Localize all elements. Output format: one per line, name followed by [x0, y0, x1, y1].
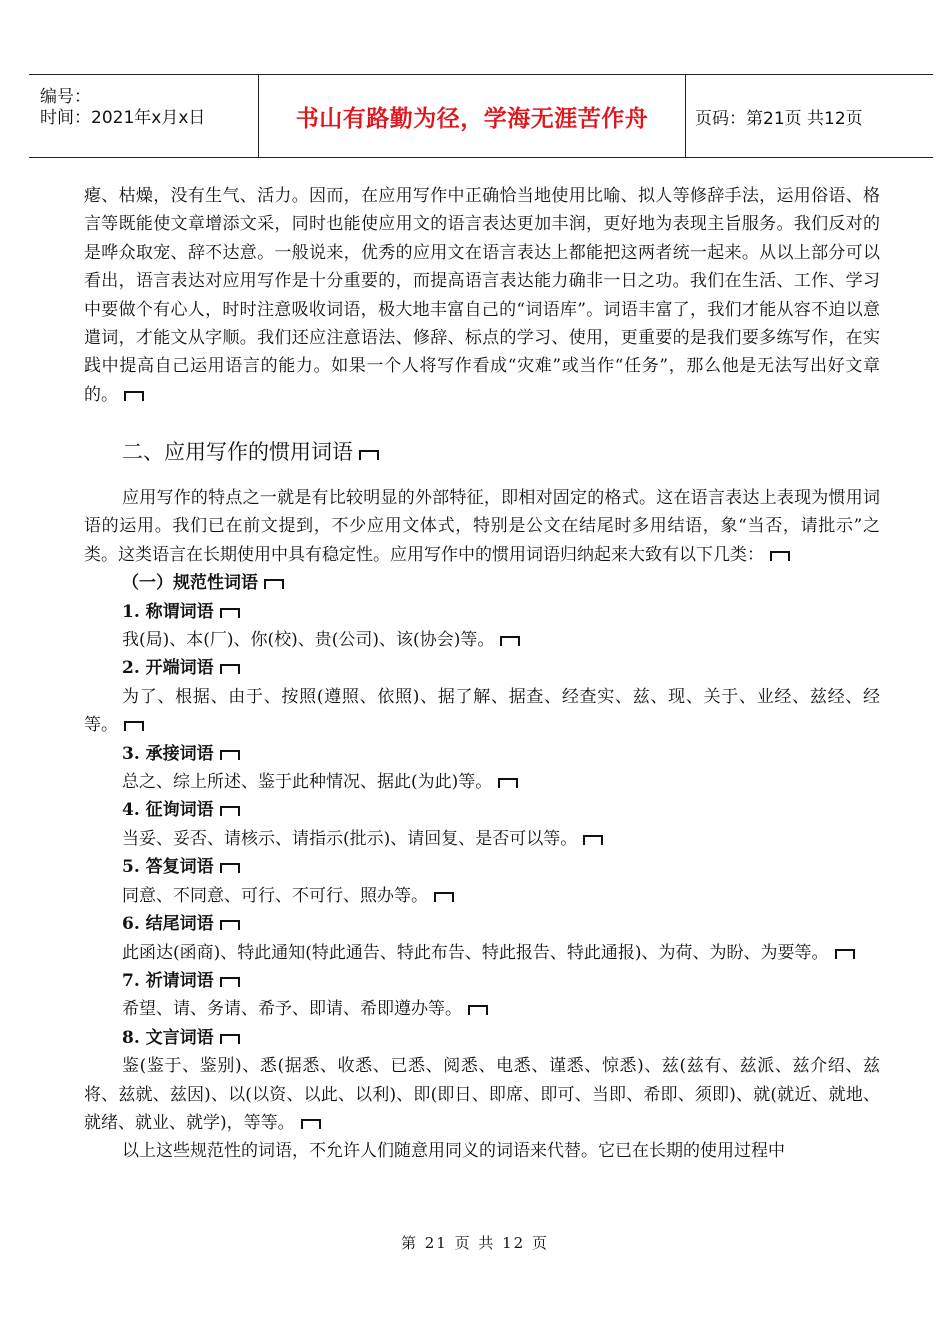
paragraph-mark-icon — [434, 892, 454, 902]
item-text: 希望、请、务请、希予、即请、希即遵办等。 — [84, 995, 880, 1023]
paragraph-mark-icon — [498, 778, 518, 788]
item-text: 鉴(鉴于、鉴别)、悉(据悉、收悉、已悉、阅悉、电悉、谨悉、惊悉)、兹(兹有、兹派、兹介绍、兹将、兹就、兹因)、以(以资、以此、以利)、即(即日、即席、即可、当即、希即、须即)、就(就近、就地、就绪、就业、就学)，等等。 — [84, 1056, 880, 1133]
item-title: 4. 征询词语 — [84, 796, 880, 824]
paragraph-mark-icon — [301, 1119, 321, 1129]
main-body — [84, 484, 880, 1166]
paragraph-mark-icon — [220, 750, 240, 760]
page-footer: 第 21 页 共 12 页 — [400, 1234, 549, 1252]
top-paragraph-block — [84, 182, 880, 409]
item-title: 2. 开端词语 — [84, 654, 880, 682]
item-title: 1. 称谓词语 — [84, 598, 880, 626]
document-number-label: 编号： — [40, 87, 91, 107]
closing-paragraph: 以上这些规范性的词语，不允许人们随意用同义的词语来代替。它已在长期的使用过程中 — [122, 1141, 785, 1162]
paragraph-mark-icon — [124, 721, 144, 731]
paragraph-mark-icon — [220, 664, 240, 674]
subsection-title: （一）规范性词语 — [84, 569, 880, 597]
paragraph-mark-icon — [264, 579, 284, 589]
item-title: 7. 祈请词语 — [84, 967, 880, 995]
item-text: 同意、不同意、可行、不可行、照办等。 — [84, 882, 880, 910]
header-table — [29, 74, 933, 158]
paragraph-mark-icon — [468, 1005, 488, 1015]
item-title: 5. 答复词语 — [84, 853, 880, 881]
item-text: 当妥、妥否、请核示、请指示(批示)、请回复、是否可以等。 — [84, 825, 880, 853]
section-title: 二、应用写作的惯用词语 — [122, 436, 379, 466]
top-paragraph: 瘪、枯燥，没有生气、活力。因而，在应用写作中正确恰当地使用比喻、拟人等修辞手法，运用俗语、格言等既能使文章增添文采，同时也能使应用文的语言表达更加丰润，更好地为表现主旨服务。我们反对的是哗众取宠、辞不达意。一般说来，优秀的应用文在语言表达上都能把这两者统一起来。从以上部分可以看出，语言表达对应用写作是十分重要的，而提高语言表达能力确非一日之功。我们在生活、工作、学习中要做个有心人，时时注意吸收词语，极大地丰富自己的“词语库”。词语丰富了，我们才能从容不迫以意遣词，才能文从字顺。我们还应注意语法、修辞、标点的学习、使用，更重要的是我们要多练写作，在实践中提高自己运用语言的能力。如果一个人将写作看成“灾难”或当作“任务”，那么他是无法写出好文章的。 — [84, 186, 880, 405]
header-meta-cell — [29, 75, 259, 157]
header-page-cell — [686, 75, 933, 157]
header-motto: 书山有路勤为径，学海无涯苦作舟 — [295, 105, 649, 132]
paragraph-mark-icon — [124, 391, 144, 401]
paragraph-mark-icon — [770, 551, 790, 561]
paragraph-mark-icon — [220, 806, 240, 816]
header-motto-cell — [259, 75, 686, 157]
item-text: 总之、综上所述、鉴于此种情况、据此(为此)等。 — [84, 768, 880, 796]
paragraph-mark-icon — [583, 835, 603, 845]
item-text: 我(局)、本(厂)、你(校)、贵(公司)、该(协会)等。 — [84, 626, 880, 654]
paragraph-mark-icon — [220, 977, 240, 987]
item-text: 此函达(函商)、特此通知(特此通告、特此布告、特此报告、特此通报)、为荷、为盼、为要等。 — [84, 939, 880, 967]
item-title: 3. 承接词语 — [84, 740, 880, 768]
paragraph-mark-icon — [220, 863, 240, 873]
intro-paragraph: 应用写作的特点之一就是有比较明显的外部特征，即相对固定的格式。这在语言表达上表现为惯用词语的运用。我们已在前文提到，不少应用文体式，特别是公文在结尾时多用结语，象“当否，请批示”之类。这类语言在长期使用中具有稳定性。应用写作中的惯用词语归纳起来大致有以下几类： — [84, 488, 880, 565]
document-time-label: 时间：2021年x月x日 — [40, 108, 206, 128]
paragraph-mark-icon — [220, 1034, 240, 1044]
item-title: 8. 文言词语 — [84, 1024, 880, 1052]
header-page-info: 页码：第21页 共12页 — [695, 108, 863, 129]
paragraph-mark-icon — [500, 636, 520, 646]
paragraph-mark-icon — [220, 608, 240, 618]
paragraph-mark-icon — [359, 450, 379, 460]
paragraph-mark-icon — [835, 949, 855, 959]
item-text: 为了、根据、由于、按照(遵照、依照)、据了解、据查、经查实、兹、现、关于、业经、兹经、经等。 — [84, 686, 880, 736]
item-title: 6. 结尾词语 — [84, 910, 880, 938]
paragraph-mark-icon — [220, 920, 240, 930]
